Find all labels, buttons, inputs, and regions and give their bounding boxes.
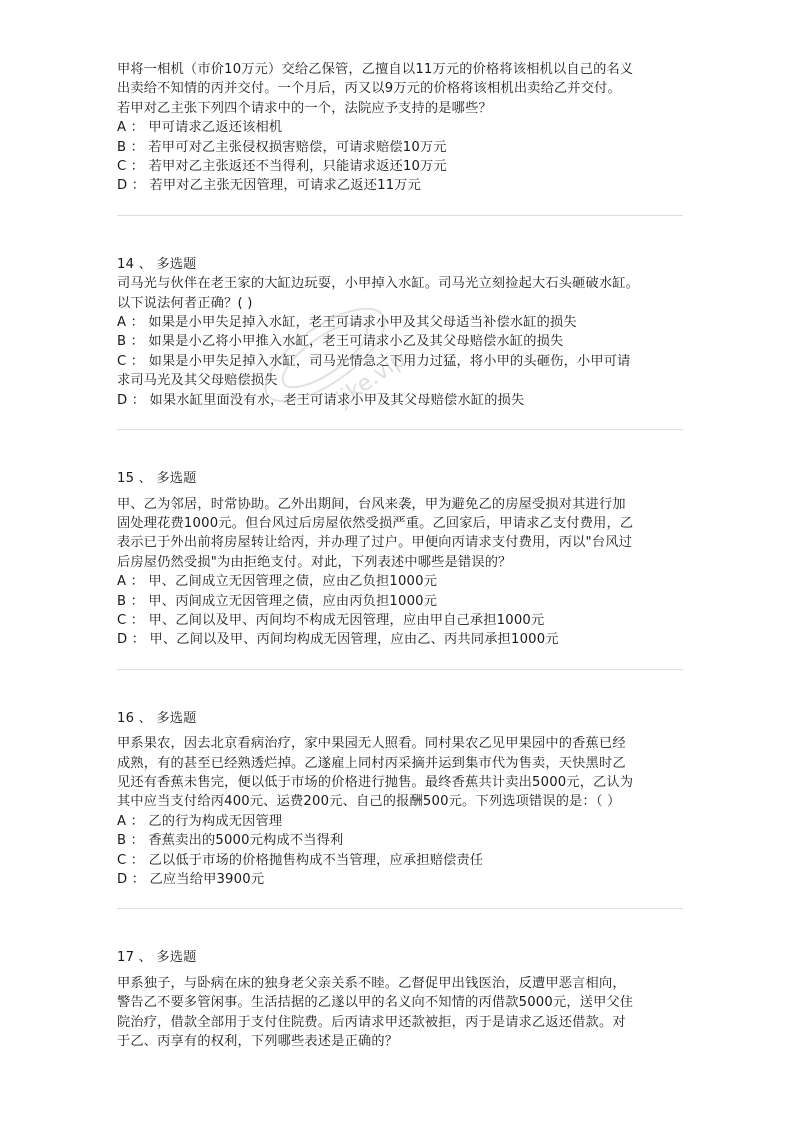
question-17-stem-line-3: 院治疗，借款全部用于支付住院费。后丙请求甲还款被拒，丙于是请求乙返还借款。对	[117, 1014, 626, 1030]
question-13-stem-line-1: 甲将一相机（市价10万元）交给乙保管，乙擅自以11万元的价格将该相机以自己的名义	[117, 62, 634, 77]
question-15-option-b: B ： 甲、丙间成立无因管理之债，应由丙负担1000元	[117, 593, 438, 609]
question-14-option-a: A ： 如果是小甲失足掉入水缸，老王可请求小甲及其父母适当补偿水缸的损失	[117, 315, 577, 331]
divider	[117, 429, 683, 430]
question-14-option-b: B ： 如果是小乙将小甲推入水缸，老王可请求小乙及其父母赔偿水缸的损失	[117, 334, 564, 350]
question-14-option-c-cont: 求司马光及其父母赔偿损失	[117, 373, 278, 389]
question-13-option-a: A ： 甲可请求乙返还该相机	[117, 120, 283, 136]
question-14	[117, 255, 683, 430]
question-15-stem-line-2: 固处理花费1000元。但台风过后房屋依然受损严重。乙回家后，甲请求乙支付费用，乙	[117, 515, 634, 531]
question-13-option-b: B ： 若甲可对乙主张侵权损害赔偿，可请求赔偿10万元	[117, 139, 447, 155]
question-13-option-c: C ： 若甲对乙主张返还不当得利，只能请求返还10万元	[117, 159, 447, 175]
question-17-header: 17 、 多选题	[117, 950, 197, 966]
divider	[117, 215, 683, 216]
question-13-stem-line-3: 若甲对乙主张下列四个请求中的一个，法院应予支持的是哪些？	[117, 100, 492, 116]
question-17-stem-line-1: 甲系独子，与卧病在床的独身老父亲关系不睦。乙督促甲出钱医治，反遭甲恶言相向，	[117, 975, 626, 991]
question-15-stem-line-4: 后房屋仍然受损"为由拒绝支付。对此，下列表述中哪些是错误的？	[117, 554, 512, 570]
question-16-stem-line-2: 成熟，有的甚至已经熟透烂掉。乙遂雇上同村丙采摘并运到集市代为售卖，天快黑时乙	[117, 755, 626, 771]
question-17	[117, 948, 683, 1051]
question-15-option-a: A ： 甲、乙间成立无因管理之债，应由乙负担1000元	[117, 574, 438, 590]
question-16-option-a: A ： 乙的行为构成无因管理	[117, 813, 283, 829]
question-16-stem-line-4: 其中应当支付给丙400元、运费200元、自己的报酬500元。下列选项错误的是：（ ）	[117, 794, 621, 810]
question-15-header: 15 、 多选题	[117, 471, 197, 487]
question-17-stem-line-2: 警告乙不要多管闲事。生活拮据的乙遂以甲的名义向不知情的丙借款5000元，送甲父住	[117, 995, 634, 1011]
question-16-option-d: D ： 乙应当给甲3900元	[117, 872, 265, 887]
question-13	[117, 60, 683, 216]
question-15	[117, 469, 683, 670]
document-page	[117, 60, 683, 1051]
question-15-stem-line-3: 表示已于外出前将房屋转让给丙，并办理了过户。甲便向丙请求支付费用，丙以"台风过	[117, 535, 632, 551]
question-16-stem-line-3: 见还有香蕉未售完，便以低于市场的价格进行抛售。最终香蕉共计卖出5000元，乙认为	[117, 774, 634, 790]
question-14-header: 14 、 多选题	[117, 256, 197, 272]
question-14-option-c: C ： 如果是小甲失足掉入水缸，司马光情急之下用力过猛，将小甲的头砸伤，小甲可请	[117, 353, 631, 369]
question-15-option-c: C ： 甲、乙间以及甲、丙间均不构成无因管理，应由甲自己承担1000元	[117, 612, 545, 628]
question-15-option-d: D ： 甲、乙间以及甲、丙间均构成无因管理，应由乙、丙共同承担1000元	[117, 632, 559, 648]
question-14-option-d: D ： 如果水缸里面没有水，老王可请求小甲及其父母赔偿水缸的损失	[117, 392, 525, 408]
watermark-text: jike.vip	[332, 346, 411, 412]
question-16	[117, 709, 683, 910]
question-16-option-b: B ： 香蕉卖出的5000元构成不当得利	[117, 833, 344, 849]
question-13-stem-line-2: 出卖给不知情的丙并交付。一个月后，丙又以9万元的价格将该相机出卖给乙并交付。	[117, 81, 621, 97]
question-13-option-d: D ： 若甲对乙主张无因管理，可请求乙返还11万元	[117, 178, 422, 194]
question-14-stem-line-2: 以下说法何者正确？( )	[117, 295, 253, 311]
question-17-stem-line-4: 于乙、丙享有的权利，下列哪些表述是正确的？	[117, 1034, 399, 1050]
question-16-header: 16 、 多选题	[117, 710, 197, 726]
divider	[117, 908, 683, 909]
question-14-stem-line-1: 司马光与伙伴在老王家的大缸边玩耍，小甲掉入水缸。司马光立刻捡起大石头砸破水缸。	[117, 276, 640, 292]
question-16-option-c: C ： 乙以低于市场的价格抛售构成不当管理，应承担赔偿责任	[117, 852, 484, 868]
question-15-stem-line-1: 甲、乙为邻居，时常协助。乙外出期间，台风来袭，甲为避免乙的房屋受损对其进行加	[117, 496, 626, 512]
question-16-stem-line-1: 甲系果农，因去北京看病治疗，家中果园无人照看。同村果农乙见甲果园中的香蕉已经	[117, 736, 626, 752]
divider	[117, 669, 683, 670]
